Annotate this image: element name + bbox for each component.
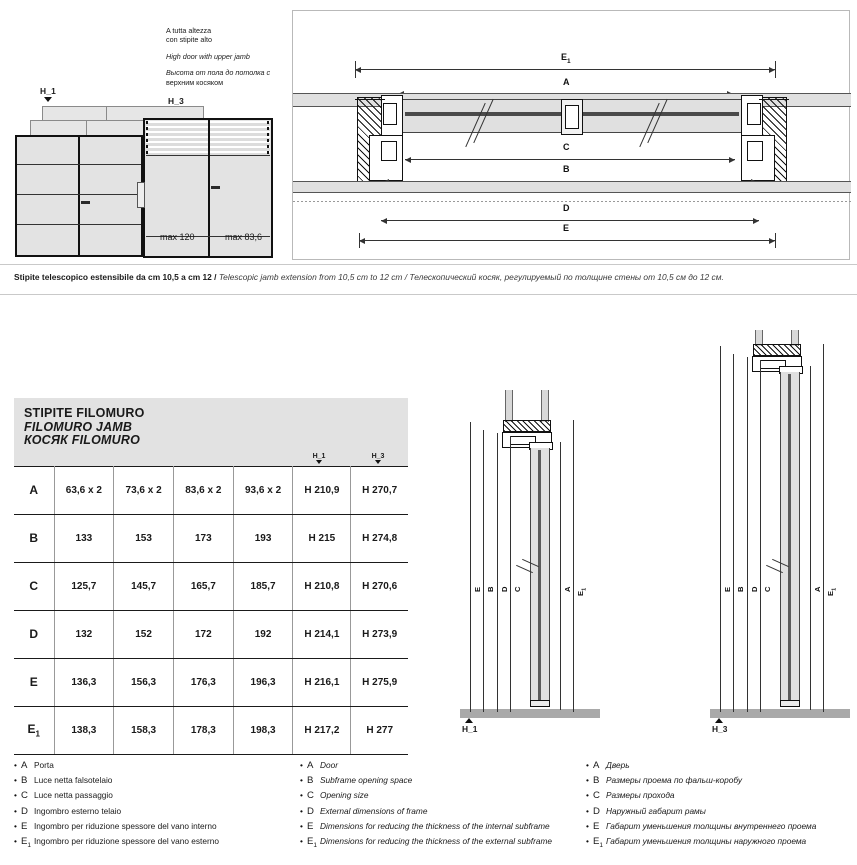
- h1-section-caption: [462, 718, 477, 734]
- h1-label-a: A: [563, 586, 572, 592]
- cell-e-2: 156,3: [114, 658, 174, 706]
- legend-key: C: [307, 790, 314, 802]
- door-left-rail-1: [17, 164, 141, 165]
- spec-table-body: [14, 466, 408, 754]
- cell-a-2: 73,6 x 2: [114, 466, 174, 514]
- cell-b-6: H 274,8: [351, 514, 408, 562]
- cell-e-5: H 216,1: [293, 658, 351, 706]
- transom-dashed-edge-right: [267, 121, 269, 155]
- legend-text: Размеры проема по фальш-коробу: [606, 775, 743, 786]
- cell-c-5: H 210,8: [293, 562, 351, 610]
- h1-label-e1: $E_1$: [576, 587, 588, 596]
- legend-key: D: [307, 805, 314, 817]
- bullet-icon: •: [586, 790, 589, 801]
- note-line-it-1: A tutta altezza: [166, 26, 212, 35]
- cell-e-6: H 275,9: [351, 658, 408, 706]
- cell-d-6: H 273,9: [351, 610, 408, 658]
- legend-key: $E_1$: [21, 836, 32, 849]
- door-left-center-mullion: [78, 135, 80, 257]
- plan-dim-label-b: B: [563, 164, 570, 174]
- marker-h1-label: H_1: [40, 86, 56, 96]
- horizontal-cross-section-drawing: [292, 10, 850, 260]
- legend-text: Наружный габарит рамы: [606, 805, 706, 816]
- down-arrow-icon: [375, 460, 381, 464]
- h1-label-c: C: [513, 586, 522, 592]
- spec-table-titles: [14, 398, 408, 448]
- list-item: [586, 758, 857, 773]
- list-item: [14, 834, 296, 853]
- left-anchor-line: [355, 99, 385, 100]
- legend-text: Размеры прохода: [606, 790, 675, 801]
- plan-tick-e1-left: [355, 61, 356, 78]
- legend-text: Opening size: [320, 790, 369, 801]
- list-item: [14, 819, 296, 834]
- h3-label-e1: $E_1$: [826, 587, 838, 596]
- table-row: [14, 658, 408, 706]
- h3-dimline-e: [720, 346, 721, 712]
- bullet-icon: •: [14, 805, 17, 816]
- cell-c-3: 165,7: [173, 562, 233, 610]
- row-key-d: D: [14, 610, 54, 658]
- filomuro-jamb-spec-table: [14, 398, 408, 755]
- cell-e1-5: H 217,2: [293, 706, 351, 754]
- bullet-icon: •: [586, 820, 589, 831]
- caption-sep-2: /: [402, 272, 410, 282]
- cell-b-4: 193: [233, 514, 293, 562]
- legend-russian: [586, 758, 857, 853]
- note-line-ru-2: верхним косяком: [166, 77, 224, 87]
- legend-text: Luce netta passaggio: [34, 790, 113, 801]
- legend-key: B: [307, 775, 314, 787]
- row-key-a: A: [14, 466, 54, 514]
- table-row: [14, 466, 408, 514]
- h1-dimline-e1: [573, 420, 574, 712]
- table-row: [14, 514, 408, 562]
- door-left-handle-icon: [81, 201, 90, 204]
- legend-key: A: [307, 760, 314, 771]
- legend-key: E: [307, 820, 314, 832]
- list-item: [300, 834, 582, 853]
- legend-english: [300, 758, 582, 853]
- row-key-e: E: [14, 658, 54, 706]
- legend-key: A: [593, 760, 600, 771]
- legend-text: External dimensions of frame: [320, 805, 428, 816]
- vertical-section-h3: [680, 320, 857, 740]
- plan-dim-label-e1: $E_1$: [561, 52, 571, 65]
- caption-en: Telescopic jamb extension from 10,5 cm to 12 cm: [218, 272, 403, 282]
- plan-tick-e-left: [359, 233, 360, 248]
- h1-label-b: B: [486, 586, 495, 592]
- marker-h3-label: H_3: [168, 96, 184, 106]
- max-width-left-label: max 120: [160, 232, 195, 242]
- transom-dashed-edge-left: [146, 121, 148, 155]
- row-key-e1: $E_1$: [14, 706, 54, 754]
- up-arrow-icon: [715, 718, 723, 723]
- h3-floor-bar: [710, 709, 850, 718]
- left-subframe-detail: [381, 141, 397, 161]
- h1-head-hatch: [503, 420, 551, 432]
- caption-rule-bottom: [0, 294, 857, 295]
- bullet-icon: •: [300, 805, 303, 816]
- right-subframe-detail: [747, 141, 763, 161]
- legend-key: C: [21, 790, 28, 802]
- list-item: [586, 788, 857, 803]
- door-left-rail-2: [17, 194, 141, 195]
- h3-label-b: B: [736, 586, 745, 592]
- legend-key: E: [21, 820, 28, 832]
- spec-table-title-cell: [14, 398, 408, 466]
- h1-wall-stub-left: [505, 390, 513, 422]
- cell-e-4: 196,3: [233, 658, 293, 706]
- caption-it: Stipite telescopico estensibile da cm 10,5 a cm 12: [14, 272, 212, 282]
- list-item: [586, 819, 857, 834]
- cell-e-3: 176,3: [173, 658, 233, 706]
- cell-d-2: 152: [114, 610, 174, 658]
- h3-floor-guide: [780, 700, 800, 707]
- row-key-b: B: [14, 514, 54, 562]
- cell-a-5: H 210,9: [293, 466, 351, 514]
- cell-e1-4: 198,3: [233, 706, 293, 754]
- legend-key: $E_1$: [307, 836, 318, 849]
- legend-key: B: [21, 775, 28, 787]
- legend-text: Ingombro esterno telaio: [34, 805, 122, 816]
- jamb-connector: [137, 182, 145, 208]
- list-item: [14, 773, 296, 788]
- note-line-ru-1: Высота от пола до потолка с: [166, 68, 271, 78]
- door-left-rail-3: [17, 224, 141, 225]
- caption-sep-1: /: [211, 272, 219, 282]
- list-item: [586, 773, 857, 788]
- table-title-it: STIPITE FILOMURO: [24, 406, 145, 420]
- bullet-icon: •: [14, 790, 17, 801]
- h1-label-e: E: [473, 586, 482, 592]
- table-title-ru: КОСЯК FILOMURO: [24, 433, 140, 447]
- h1-floor-bar: [460, 709, 600, 718]
- list-item: [300, 773, 582, 788]
- plan-dim-line-e1: [355, 69, 775, 70]
- row-key-c: C: [14, 562, 54, 610]
- bullet-icon: •: [14, 836, 17, 847]
- list-item: [586, 804, 857, 819]
- door-right-handle-icon: [211, 186, 220, 189]
- plan-dim-line-c: [405, 159, 735, 160]
- h3-label-c: C: [763, 586, 772, 592]
- legend-key: $E_1$: [593, 836, 604, 849]
- plan-dim-line-e: [359, 240, 775, 241]
- h1-dimline-d: [497, 433, 498, 712]
- floor-reference-dotted-line: [293, 201, 851, 202]
- h1-dimline-b: [483, 430, 484, 712]
- legend-text: Ingombro per riduzione spessore del vano esterno: [34, 836, 219, 847]
- bullet-icon: •: [586, 760, 589, 770]
- door-elevation-diagram: [0, 0, 292, 265]
- plan-dim-label-a: A: [563, 77, 570, 87]
- column-marker-h1: [290, 453, 348, 464]
- plan-dim-label-c: C: [563, 142, 570, 152]
- column-marker-h1-label: H_1: [312, 452, 326, 460]
- cell-a-3: 83,6 x 2: [173, 466, 233, 514]
- cell-b-2: 153: [114, 514, 174, 562]
- legend-text: Габарит уменьшения толщины внутреннего проема: [606, 820, 817, 831]
- down-arrow-icon: [44, 97, 52, 102]
- table-row: [14, 706, 408, 754]
- legend-key: E: [593, 820, 600, 832]
- column-marker-h3-label: H_3: [371, 452, 385, 460]
- bullet-icon: •: [14, 820, 17, 831]
- bullet-icon: •: [300, 820, 303, 831]
- wall-band-lower: [293, 181, 851, 193]
- h3-dimline-c: [760, 360, 761, 712]
- legend-text: Ingombro per riduzione spessore del vano interno: [34, 820, 217, 831]
- caption-rule-top: [0, 264, 857, 265]
- spec-table-head: [14, 398, 408, 466]
- list-item: [14, 804, 296, 819]
- telescopic-jamb-caption: [14, 272, 849, 283]
- cell-d-1: 132: [54, 610, 114, 658]
- table-title-en: FILOMURO JAMB: [24, 419, 133, 434]
- legend-italian: [14, 758, 296, 853]
- bullet-icon: •: [300, 760, 303, 770]
- note-line-it-2: con stipite alto: [166, 35, 212, 45]
- table-row: [14, 562, 408, 610]
- bullet-icon: •: [300, 790, 303, 801]
- cell-c-2: 145,7: [114, 562, 174, 610]
- plan-tick-e1-right: [775, 61, 776, 78]
- legend-key: D: [21, 805, 28, 817]
- left-jamb-detail-upper: [383, 103, 397, 125]
- column-marker-h3: [349, 453, 407, 464]
- high-door-note: [166, 26, 290, 87]
- cell-a-6: H 270,7: [351, 466, 408, 514]
- h3-dimline-b: [733, 354, 734, 712]
- legend-key: C: [593, 790, 600, 802]
- marker-h1: [40, 86, 56, 102]
- legend-key: D: [593, 805, 600, 817]
- bullet-icon: •: [586, 805, 589, 816]
- list-item: [14, 788, 296, 803]
- legend-text: Dimensions for reducing the thickness of the external subframe: [320, 836, 552, 847]
- legend-text: Subframe opening space: [320, 775, 413, 786]
- cell-b-1: 133: [54, 514, 114, 562]
- bullet-icon: •: [586, 775, 589, 786]
- h1-dimline-a: [560, 442, 561, 710]
- legend-text: Luce netta falsotelaio: [34, 775, 113, 786]
- right-jamb-detail-upper: [747, 103, 761, 125]
- door-left-assembly: [15, 135, 143, 257]
- h3-section-caption: [712, 718, 727, 734]
- cell-c-6: H 270,6: [351, 562, 408, 610]
- caption-ru: Телескопический косяк, регулируемый по толщине стены от 10,5 см до 12 см.: [409, 272, 724, 282]
- cell-e1-2: 158,3: [114, 706, 174, 754]
- h3-door-leaf-core: [788, 374, 791, 704]
- up-arrow-icon: [465, 718, 473, 723]
- h1-dimline-e: [470, 422, 471, 712]
- legend-key: A: [21, 760, 28, 771]
- h3-head-hatch: [753, 344, 801, 356]
- h1-door-leaf-core: [538, 450, 541, 704]
- plan-dim-line-d: [381, 220, 759, 221]
- cell-a-1: 63,6 x 2: [54, 466, 114, 514]
- right-anchor-line: [759, 99, 789, 100]
- down-arrow-icon: [316, 460, 322, 464]
- plan-dim-label-e: E: [563, 223, 570, 233]
- cell-c-4: 185,7: [233, 562, 293, 610]
- cell-a-4: 93,6 x 2: [233, 466, 293, 514]
- cell-e1-1: 138,3: [54, 706, 114, 754]
- cell-e1-3: 178,3: [173, 706, 233, 754]
- list-item: [300, 758, 582, 773]
- list-item: [300, 819, 582, 834]
- h3-label-d: D: [750, 586, 759, 592]
- h3-caption-label: H_3: [712, 724, 728, 734]
- h1-wall-stub-right: [541, 390, 549, 422]
- center-meeting-stile-detail: [565, 105, 579, 129]
- legend-text: Дверь: [606, 760, 630, 770]
- h1-dimline-c: [510, 436, 511, 712]
- spec-table: [14, 398, 408, 755]
- cell-e-1: 136,3: [54, 658, 114, 706]
- list-item: [300, 804, 582, 819]
- max-width-right-label: max 83,6: [225, 232, 263, 242]
- legend-text: Porta: [34, 760, 54, 770]
- legend-key: B: [593, 775, 600, 787]
- cell-e1-6: H 277: [351, 706, 408, 754]
- vertical-section-h1: [440, 320, 620, 740]
- cell-b-3: 173: [173, 514, 233, 562]
- plan-dim-label-d: D: [563, 203, 570, 213]
- h3-dimline-e1: [823, 344, 824, 712]
- list-item: [300, 788, 582, 803]
- list-item: [586, 834, 857, 853]
- legend-text: Dimensions for reducing the thickness of the internal subframe: [320, 820, 550, 831]
- h3-dimline-a: [810, 366, 811, 710]
- cell-d-4: 192: [233, 610, 293, 658]
- h1-floor-guide: [530, 700, 550, 707]
- h3-label-a: A: [813, 586, 822, 592]
- legend-text: Габарит уменьшения толщины наружного проема: [606, 836, 807, 847]
- list-item: [14, 758, 296, 773]
- h3-dimline-d: [747, 357, 748, 712]
- legend-text: Door: [320, 760, 338, 770]
- note-line-en: High door with upper jamb: [166, 51, 250, 61]
- bullet-icon: •: [300, 836, 303, 847]
- plan-tick-e-right: [775, 233, 776, 248]
- spec-table-header-row: [14, 398, 408, 466]
- cell-c-1: 125,7: [54, 562, 114, 610]
- bullet-icon: •: [586, 836, 589, 847]
- h1-label-d: D: [500, 586, 509, 592]
- cell-d-5: H 214,1: [293, 610, 351, 658]
- cell-d-3: 172: [173, 610, 233, 658]
- table-row: [14, 610, 408, 658]
- bullet-icon: •: [14, 775, 17, 786]
- bullet-icon: •: [14, 760, 17, 770]
- cell-b-5: H 215: [293, 514, 351, 562]
- h1-caption-label: H_1: [462, 724, 478, 734]
- bullet-icon: •: [300, 775, 303, 786]
- h3-label-e: E: [723, 586, 732, 592]
